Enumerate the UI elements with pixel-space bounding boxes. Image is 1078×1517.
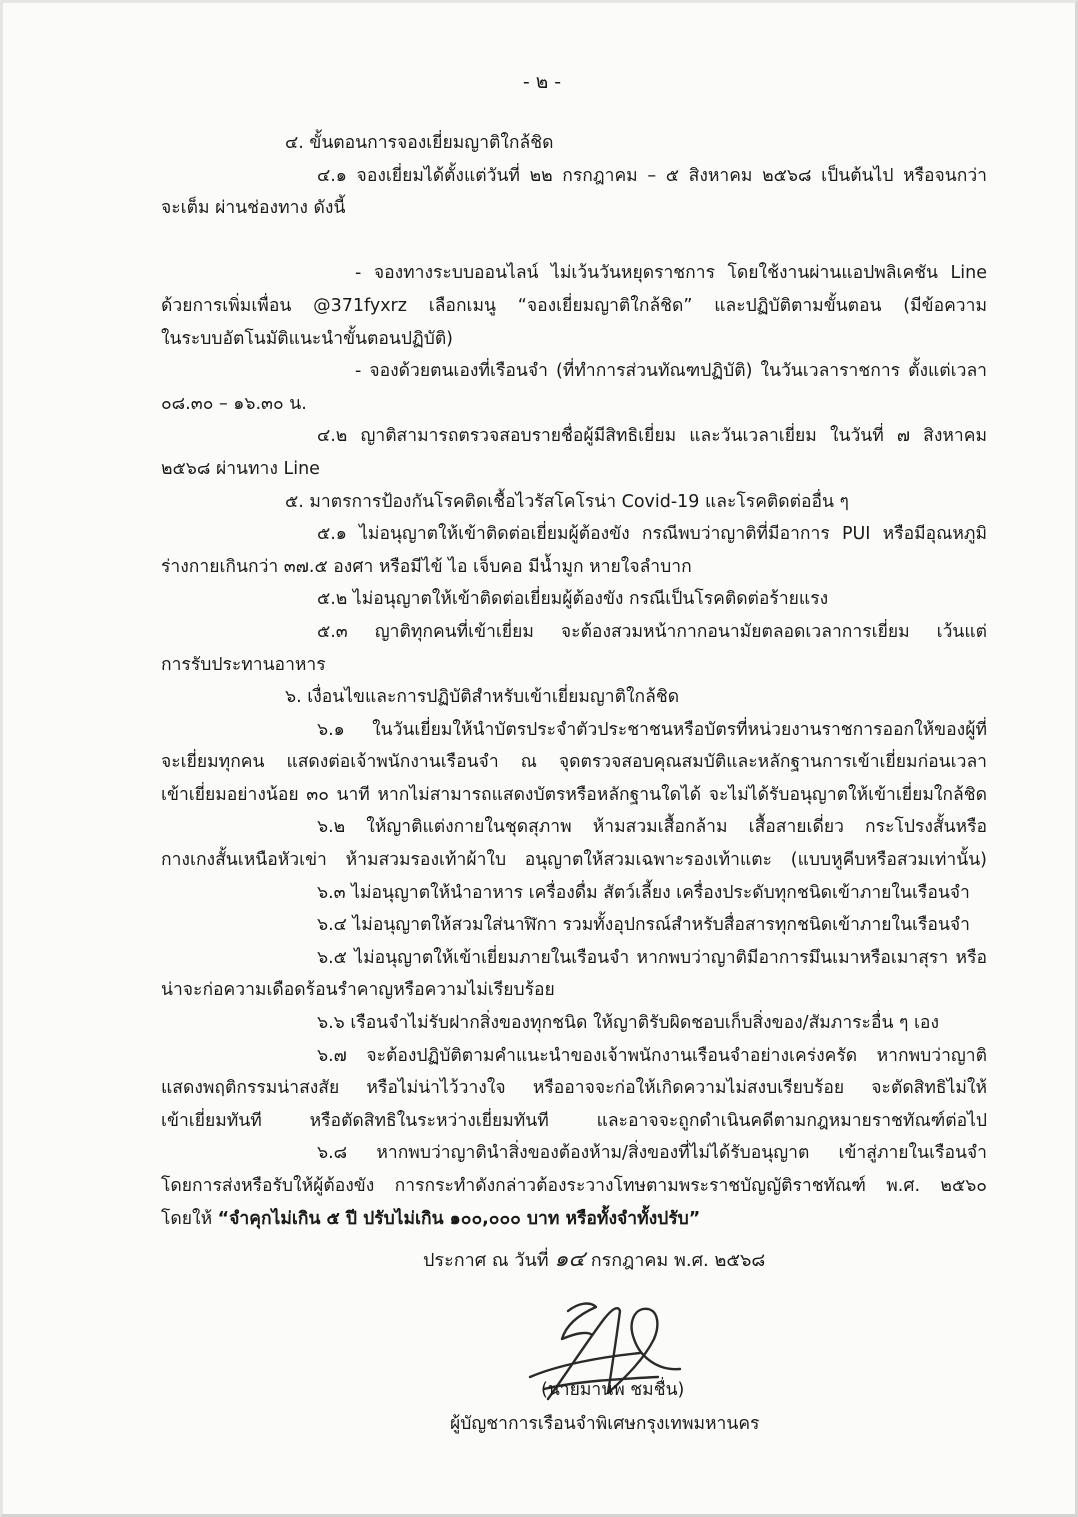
section-6-4: ๖.๔ ไม่อนุญาตให้สวมใส่นาฬิกา รวมทั้งอุปกรณ์สำหรับสื่อสารทุกชนิดเข้าภายในเรือนจำ: [317, 915, 970, 936]
section-5-3-line-1: ๕.๓ ญาติทุกคนที่เข้าเยี่ยม จะต้องสวมหน้ากากอนามัยตลอดเวลาการเยี่ยม เว้นแต่: [317, 621, 987, 642]
section-6-8-line-3-prefix: โดยให้: [161, 1208, 218, 1229]
section-4-heading: ๔. ขั้นตอนการจองเยี่ยมญาติใกล้ชิด: [285, 133, 554, 153]
section-4-2-line-2: ๒๕๖๘ ผ่านทาง Line: [161, 458, 320, 479]
section-4-1-line-2: จะเต็ม ผ่านช่องทาง ดังนี้: [161, 198, 346, 219]
section-6-8-line-1: ๖.๘ หากพบว่าญาตินำสิ่งของต้องห้าม/สิ่งของที่ไม่ได้รับอนุญาต เข้าสู่ภายในเรือนจำ: [317, 1143, 987, 1164]
section-4-2-line-1: ๔.๒ ญาติสามารถตรวจสอบรายชื่อผู้มีสิทธิเยี่ยม และวันเวลาเยี่ยม ในวันที่ ๗ สิงหาคม: [317, 426, 987, 447]
section-6-8-line-3: [161, 1203, 987, 1236]
spacer: [161, 225, 987, 258]
section-4-1-self-line-2: ๐๘.๓๐ – ๑๖.๓๐ น.: [161, 393, 307, 414]
announcement-suffix: กรกฎาคม พ.ศ. ๒๕๖๘: [590, 1250, 766, 1271]
section-6-1-line-1: ๖.๑ ในวันเยี่ยมให้นำบัตรประจำตัวประชาชนหรือบัตรที่หน่วยงานราชการออกให้ของผู้ที่: [317, 719, 987, 740]
section-6-heading: ๖. เงื่อนไขและการปฏิบัติสำหรับเข้าเยี่ยมญาติใกล้ชิด: [285, 687, 680, 708]
section-6-1-line-2: จะเยี่ยมทุกคน แสดงต่อเจ้าพนักงานเรือนจำ ณ จุดตรวจสอบคุณสมบัติและหลักฐานการเข้าเยี่ยมก่อนเวลา: [161, 752, 987, 773]
signer-name: (นายมานพ ชมชื่น): [541, 1380, 685, 1400]
section-4-1-online-line-3: ในระบบอัตโนมัติแนะนำขั้นตอนปฏิบัติ): [161, 328, 454, 349]
section-6-3: ๖.๓ ไม่อนุญาตให้นำอาหาร เครื่องดื่ม สัตว์เลี้ยง เครื่องประดับทุกชนิดเข้าภายในเรือนจำ: [317, 882, 970, 903]
page-number: - ๒ -: [522, 71, 562, 93]
section-5-2: ๕.๒ ไม่อนุญาตให้เข้าติดต่อเยี่ยมผู้ต้องขัง กรณีเป็นโรคติดต่อร้ายแรง: [317, 589, 829, 610]
section-6-5-line-2: น่าจะก่อความเดือดร้อนรำคาญหรือความไม่เรียบร้อย: [161, 980, 555, 1001]
section-6-2-line-1: ๖.๒ ให้ญาติแต่งกายในชุดสุภาพ ห้ามสวมเสื้อกล้าม เสื้อสายเดี่ยว กระโปรงสั้นหรือ: [317, 817, 987, 838]
announcement-day: ๑๔: [554, 1247, 585, 1272]
section-4-1-online-line-2: ด้วยการเพิ่มเพื่อน @371fyxrz เลือกเมนู “จองเยี่ยมญาติใกล้ชิด” และปฏิบัติตามขั้นตอน (มีข้อความ: [161, 295, 987, 316]
section-6-5-line-1: ๖.๕ ไม่อนุญาตให้เข้าเยี่ยมภายในเรือนจำ หากพบว่าญาติมีอาการมึนเมาหรือเมาสุรา หรือ: [317, 947, 987, 968]
section-5-1-line-2: ร่างกายเกินกว่า ๓๗.๕ องศา หรือมีไข้ ไอ เจ็บคอ มีน้ำมูก หายใจลำบาก: [161, 556, 692, 577]
section-4-1-self-line-1: - จองด้วยตนเองที่เรือนจำ (ที่ทำการส่วนทัณฑปฏิบัติ) ในวันเวลาราชการ ตั้งแต่เวลา: [355, 361, 987, 382]
section-5-3-line-2: การรับประทานอาหาร: [161, 654, 326, 675]
section-6-7-line-2: แสดงพฤติกรรมน่าสงสัย หรือไม่น่าไว้วางใจ หรืออาจจะก่อให้เกิดความไม่สงบเรียบร้อย จะตัดสิทธิไม่ให้: [161, 1078, 987, 1099]
section-6-1-line-3: เข้าเยี่ยมอย่างน้อย ๓๐ นาที หากไม่สามารถแสดงบัตรหรือหลักฐานใดได้ จะไม่ได้รับอนุญาตให้เข้าเยี่ยมใกล้ชิด: [161, 784, 987, 805]
section-6-2-line-2: กางเกงสั้นเหนือหัวเข่า ห้ามสวมรองเท้าผ้าใบ อนุญาตให้สวมเฉพาะรองเท้าแตะ (แบบหูคีบหรือสวมเท่านั้น): [161, 850, 987, 871]
section-6-7-line-3: เข้าเยี่ยมทันที หรือตัดสิทธิในระหว่างเยี่ยมทันที และอาจจะถูกดำเนินคดีตามกฎหมายราชทัณฑ์ต่อไป: [161, 1110, 987, 1131]
section-6-8-line-2: โดยการส่งหรือรับให้ผู้ต้องขัง การกระทำดังกล่าวต้องระวางโทษตามพระราชบัญญัติราชทัณฑ์ พ.ศ. ๒๕๖๐: [161, 1176, 987, 1196]
announcement-date: [423, 1241, 765, 1276]
section-5-heading: ๕. มาตรการป้องกันโรคติดเชื้อไวรัสโคโรน่า Covid-19 และโรคติดต่ออื่น ๆ: [285, 491, 849, 512]
announcement-prefix: ประกาศ ณ วันที่: [423, 1250, 549, 1271]
section-6-6: ๖.๖ เรือนจำไม่รับฝากสิ่งของทุกชนิด ให้ญาติรับผิดชอบเก็บสิ่งของ/สัมภาระอื่น ๆ เอง: [317, 1013, 939, 1034]
section-5-1-line-1: ๕.๑ ไม่อนุญาตให้เข้าติดต่อเยี่ยมผู้ต้องขัง กรณีพบว่าญาติที่มีอาการ PUI หรือมีอุณหภูมิ: [317, 524, 987, 545]
penalty-statement: “จำคุกไม่เกิน ๕ ปี ปรับไม่เกิน ๑๐๐,๐๐๐ บาท หรือทั้งจำทั้งปรับ”: [217, 1208, 701, 1229]
section-6-7-line-1: ๖.๗ จะต้องปฏิบัติตามคำแนะนำของเจ้าพนักงานเรือนจำอย่างเคร่งครัด หากพบว่าญาติ: [317, 1045, 987, 1066]
section-4-1-online-line-1: - จองทางระบบออนไลน์ ไม่เว้นวันหยุดราชการ โดยใช้งานผ่านแอปพลิเคชัน Line: [355, 263, 987, 284]
document-body: [161, 127, 987, 1235]
section-4-1-line-1: ๔.๑ จองเยี่ยมได้ตั้งแต่วันที่ ๒๒ กรกฎาคม – ๕ สิงหาคม ๒๕๖๘ เป็นต้นไป หรือจนกว่า: [317, 165, 987, 186]
signer-title: ผู้บัญชาการเรือนจำพิเศษกรุงเทพมหานคร: [450, 1414, 760, 1434]
